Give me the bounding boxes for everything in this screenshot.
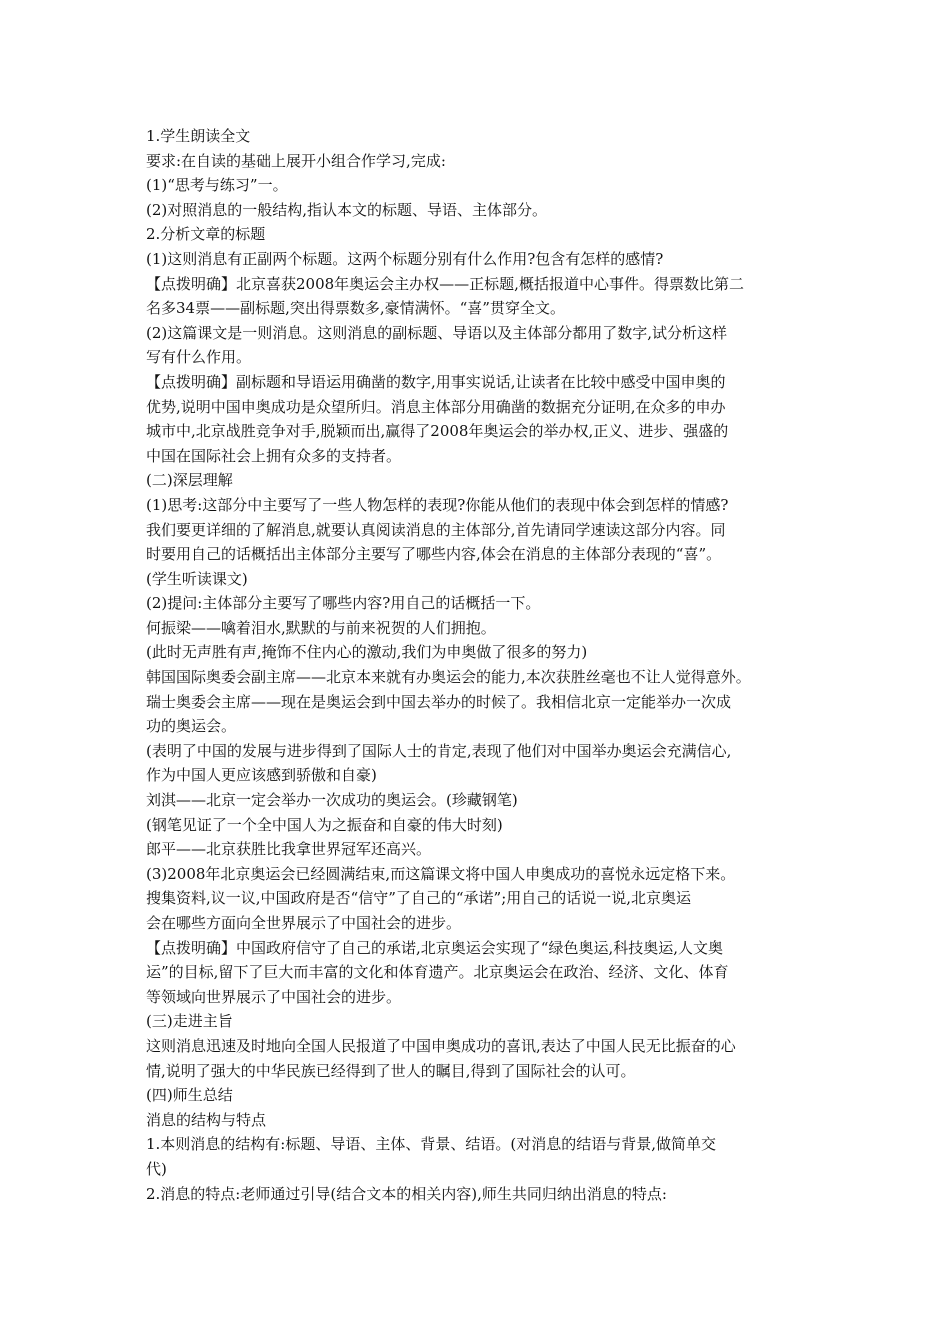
text-line: (学生听读课文): [146, 569, 248, 588]
text-line: 郎平——北京获胜比我拿世界冠军还高兴。: [146, 840, 432, 859]
text-line: 会在哪些方面向全世界展示了中国社会的进步。: [146, 914, 462, 932]
document-body: [146, 124, 826, 1206]
text-line: 韩国国际奥委会副主席——北京本来就有办奥运会的能力,本次获胜丝毫也不让人觉得意外。: [146, 668, 751, 687]
text-line: (四)师生总结: [146, 1086, 233, 1105]
text-line: 运”的目标,留下了巨大而丰富的文化和体育遗产。北京奥运会在政治、经济、文化、体育: [146, 963, 729, 982]
text-line: 【点拨明确】北京喜获2008年奥运会主办权——正标题,概括报道中心事件。得票数比第二: [146, 274, 744, 293]
text-line: 2.分析文章的标题: [146, 225, 266, 244]
text-line: (2)提问:主体部分主要写了哪些内容?用自己的话概括一下。: [146, 594, 541, 613]
text-line: 优势,说明中国申奥成功是众望所归。消息主体部分用确凿的数据充分证明,在众多的申办: [146, 397, 726, 416]
text-line: 何振梁——噙着泪水,默默的与前来祝贺的人们拥抱。: [146, 618, 496, 637]
text-line: 刘淇——北京一定会举办一次成功的奥运会。(珍藏钢笔): [146, 791, 518, 810]
text-line: 代): [146, 1159, 167, 1178]
text-line: 这则消息迅速及时地向全国人民报道了中国申奥成功的喜讯,表达了中国人民无比振奋的心: [146, 1036, 736, 1055]
text-line: (1)“思考与练习”一。: [146, 176, 288, 195]
text-line: 1.本则消息的结构有:标题、导语、主体、背景、结语。(对消息的结语与背景,做简单交: [146, 1135, 716, 1154]
text-line: (1)这则消息有正副两个标题。这两个标题分别有什么作用?包含有怎样的感情?: [146, 249, 664, 268]
text-line: (2)这篇课文是一则消息。这则消息的副标题、导语以及主体部分都用了数字,试分析这样: [146, 323, 728, 342]
text-line: 我们要更详细的了解消息,就要认真阅读消息的主体部分,首先请同学速读这部分内容。同: [146, 520, 726, 539]
text-line: 【点拨明确】副标题和导语运用确凿的数字,用事实说话,让读者在比较中感受中国申奥的: [146, 372, 726, 391]
text-line: 消息的结构与特点: [146, 1110, 267, 1129]
text-line: (二)深层理解: [146, 471, 233, 490]
text-line: 等领域向世界展示了中国社会的进步。: [146, 987, 402, 1006]
text-line: 作为中国人更应该感到骄傲和自豪): [146, 766, 377, 785]
text-line: 写有什么作用。: [146, 348, 252, 367]
text-line: (钢笔见证了一个全中国人为之振奋和自豪的伟大时刻): [146, 815, 503, 834]
text-line: (3)2008年北京奥运会已经圆满结束,而这篇课文将中国人申奥成功的喜悦永远定格下来。: [146, 864, 736, 883]
text-line: 要求:在自读的基础上展开小组合作学习,完成:: [146, 151, 446, 170]
text-line: (1)思考:这部分中主要写了一些人物怎样的表现?你能从他们的表现中体会到怎样的情感?: [146, 495, 729, 514]
text-line: 1.学生朗读全文: [146, 127, 251, 145]
text-line: 名多34票——副标题,突出得票数多,豪情满怀。“喜”贯穿全文。: [146, 299, 565, 318]
text-line: (三)走进主旨: [146, 1012, 233, 1031]
text-line: (表明了中国的发展与进步得到了国际人士的肯定,表现了他们对中国举办奥运会充满信心,: [146, 741, 732, 760]
text-line: 情,说明了强大的中华民族已经得到了世人的瞩目,得到了国际社会的认可。: [146, 1061, 636, 1080]
text-line: 搜集资料,议一议,中国政府是否“信守”了自己的“承诺”;用自己的话说一说,北京奥运: [146, 889, 692, 908]
text-line: 【点拨明确】中国政府信守了自己的承诺,北京奥运会实现了“绿色奥运,科技奥运,人文奥: [146, 938, 723, 957]
text-line: 瑞士奥委会主席——现在是奥运会到中国去举办的时候了。我相信北京一定能举办一次成: [146, 692, 732, 711]
text-line: (2)对照消息的一般结构,指认本文的标题、导语、主体部分。: [146, 200, 548, 219]
text-line: 时要用自己的话概括出主体部分主要写了哪些内容,体会在消息的主体部分表现的“喜”。: [146, 545, 722, 564]
text-line: (此时无声胜有声,掩饰不住内心的激动,我们为申奥做了很多的努力): [146, 643, 588, 662]
text-line: 功的奥运会。: [146, 717, 237, 736]
text-line: 城市中,北京战胜竞争对手,脱颖而出,赢得了2008年奥运会的举办权,正义、进步、强盛的: [146, 422, 729, 441]
text-line: 中国在国际社会上拥有众多的支持者。: [146, 446, 402, 465]
text-line: 2.消息的特点:老师通过引导(结合文本的相关内容),师生共同归纳出消息的特点:: [146, 1184, 667, 1203]
